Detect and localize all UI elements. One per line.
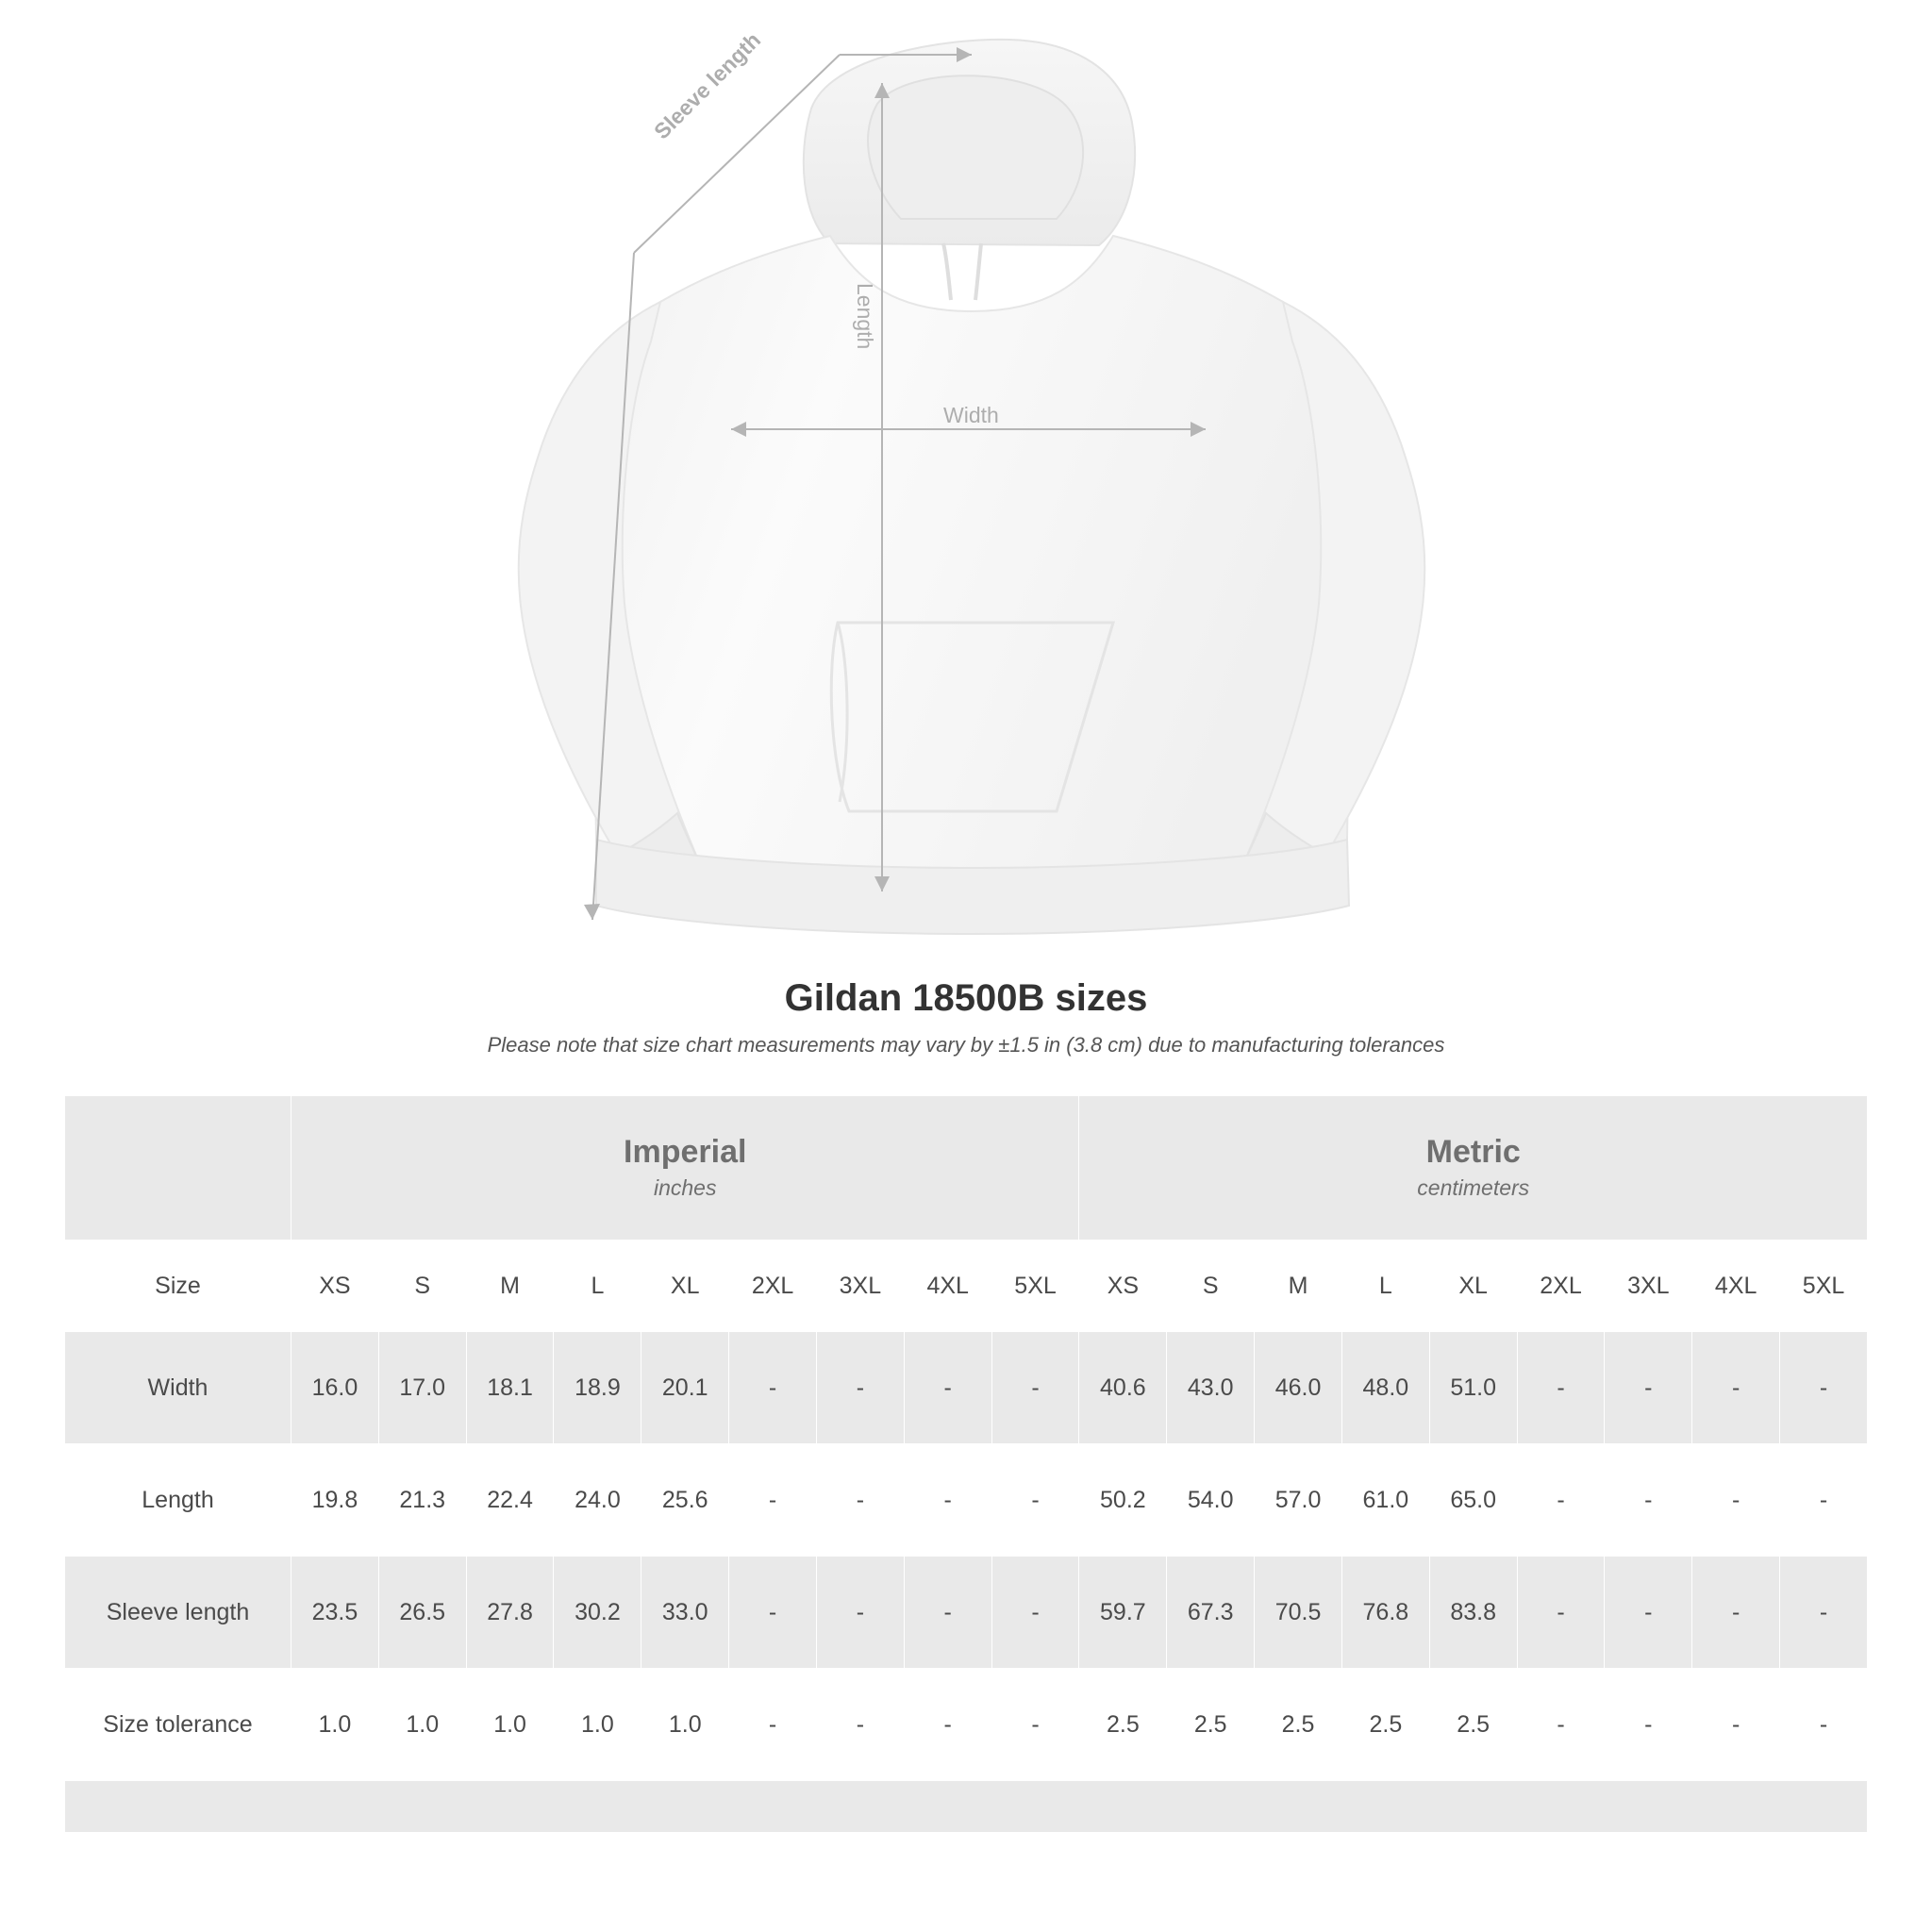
metric-label: Metric	[1425, 1133, 1521, 1170]
cell: -	[729, 1444, 817, 1557]
cell: 1.0	[378, 1669, 466, 1781]
table-row	[65, 1669, 1868, 1781]
table-row	[65, 1332, 1868, 1444]
size-col-imperial-5xl: 5XL	[991, 1241, 1079, 1332]
size-col-imperial-m: M	[466, 1241, 554, 1332]
cell: -	[1605, 1444, 1692, 1557]
cell: 2.5	[1429, 1669, 1517, 1781]
table-row	[65, 1557, 1868, 1669]
cell: -	[1517, 1669, 1605, 1781]
page-title: Gildan 18500B sizes	[784, 977, 1148, 1019]
cell: 51.0	[1429, 1332, 1517, 1444]
sleeve-length-dimension-label: Sleeve length	[649, 27, 766, 144]
cell: 1.0	[641, 1669, 729, 1781]
size-col-imperial-2xl: 2XL	[729, 1241, 817, 1332]
cell: 40.6	[1079, 1332, 1167, 1444]
cell: 46.0	[1255, 1332, 1342, 1444]
metric-system-header	[1079, 1096, 1868, 1241]
cell: -	[1780, 1444, 1868, 1557]
row-label-length: Length	[65, 1444, 291, 1557]
row-label-sleeve-length: Sleeve length	[65, 1557, 291, 1669]
size-col-metric-m: M	[1255, 1241, 1342, 1332]
title-block	[0, 977, 1932, 1058]
row-label-width: Width	[65, 1332, 291, 1444]
cell: -	[991, 1557, 1079, 1669]
cell: 54.0	[1167, 1444, 1255, 1557]
cell: -	[1692, 1332, 1780, 1444]
cell: 57.0	[1255, 1444, 1342, 1557]
cell: -	[816, 1557, 904, 1669]
cell: 65.0	[1429, 1444, 1517, 1557]
cell: -	[991, 1669, 1079, 1781]
cell: 1.0	[291, 1669, 379, 1781]
cell: -	[1517, 1557, 1605, 1669]
size-col-imperial-xs: XS	[291, 1241, 379, 1332]
cell: 27.8	[466, 1557, 554, 1669]
cell: -	[1780, 1557, 1868, 1669]
cell: 20.1	[641, 1332, 729, 1444]
cell: -	[1692, 1669, 1780, 1781]
cell: 61.0	[1341, 1444, 1429, 1557]
size-col-imperial-l: L	[554, 1241, 641, 1332]
cell: 1.0	[466, 1669, 554, 1781]
cell: -	[1780, 1332, 1868, 1444]
cell: 17.0	[378, 1332, 466, 1444]
cell: 25.6	[641, 1444, 729, 1557]
metric-unit: centimeters	[1417, 1175, 1530, 1200]
size-col-metric-l: L	[1341, 1241, 1429, 1332]
cell: -	[1605, 1669, 1692, 1781]
cell: 76.8	[1341, 1557, 1429, 1669]
imperial-system-header	[291, 1096, 1079, 1241]
cell: 33.0	[641, 1557, 729, 1669]
cell: 48.0	[1341, 1332, 1429, 1444]
cell: -	[1605, 1557, 1692, 1669]
cell: -	[1780, 1669, 1868, 1781]
size-col-metric-5xl: 5XL	[1780, 1241, 1868, 1332]
cell: 1.0	[554, 1669, 641, 1781]
size-col-metric-3xl: 3XL	[1605, 1241, 1692, 1332]
cell: 18.1	[466, 1332, 554, 1444]
cell: 22.4	[466, 1444, 554, 1557]
size-col-imperial-s: S	[378, 1241, 466, 1332]
cell: -	[904, 1557, 991, 1669]
imperial-label: Imperial	[624, 1133, 747, 1170]
cell: -	[904, 1444, 991, 1557]
table-row	[65, 1444, 1868, 1557]
cell: 18.9	[554, 1332, 641, 1444]
cell: -	[1692, 1557, 1780, 1669]
size-col-metric-xl: XL	[1429, 1241, 1517, 1332]
cell: 2.5	[1079, 1669, 1167, 1781]
table-footer-row	[65, 1781, 1868, 1833]
cell: -	[816, 1669, 904, 1781]
cell: -	[1692, 1444, 1780, 1557]
size-col-metric-xs: XS	[1079, 1241, 1167, 1332]
cell: -	[904, 1669, 991, 1781]
cell: 21.3	[378, 1444, 466, 1557]
size-chart-table	[64, 1095, 1868, 1833]
measurement-system-header-row	[65, 1096, 1868, 1241]
cell: 2.5	[1341, 1669, 1429, 1781]
cell: 2.5	[1255, 1669, 1342, 1781]
size-col-imperial-4xl: 4XL	[904, 1241, 991, 1332]
cell: 23.5	[291, 1557, 379, 1669]
table-footer-cell	[65, 1781, 1868, 1833]
cell: -	[991, 1444, 1079, 1557]
cell: 70.5	[1255, 1557, 1342, 1669]
size-col-metric-4xl: 4XL	[1692, 1241, 1780, 1332]
cell: 16.0	[291, 1332, 379, 1444]
size-table-wrapper	[64, 1095, 1868, 1833]
cell: -	[991, 1332, 1079, 1444]
cell: 26.5	[378, 1557, 466, 1669]
empty-corner-cell	[65, 1096, 291, 1241]
cell: 50.2	[1079, 1444, 1167, 1557]
row-label-size-tolerance: Size tolerance	[65, 1669, 291, 1781]
cell: 30.2	[554, 1557, 641, 1669]
size-header-label: Size	[65, 1241, 291, 1332]
cell: 67.3	[1167, 1557, 1255, 1669]
width-dimension-label: Width	[943, 403, 999, 427]
cell: -	[729, 1332, 817, 1444]
cell: 2.5	[1167, 1669, 1255, 1781]
cell: -	[1517, 1444, 1605, 1557]
cell: 83.8	[1429, 1557, 1517, 1669]
cell: 43.0	[1167, 1332, 1255, 1444]
cell: -	[904, 1332, 991, 1444]
size-col-metric-s: S	[1167, 1241, 1255, 1332]
size-col-metric-2xl: 2XL	[1517, 1241, 1605, 1332]
size-col-imperial-xl: XL	[641, 1241, 729, 1332]
tolerance-note: Please note that size chart measurements may vary by ±1.5 in (3.8 cm) due to manufacturing tolerances	[487, 1033, 1445, 1057]
cell: 59.7	[1079, 1557, 1167, 1669]
cell: -	[816, 1332, 904, 1444]
cell: -	[816, 1444, 904, 1557]
imperial-unit: inches	[653, 1175, 717, 1200]
size-col-imperial-3xl: 3XL	[816, 1241, 904, 1332]
length-dimension-label: Length	[853, 283, 877, 350]
cell: -	[1605, 1332, 1692, 1444]
cell: -	[729, 1557, 817, 1669]
cell: -	[729, 1669, 817, 1781]
cell: -	[1517, 1332, 1605, 1444]
cell: 19.8	[291, 1444, 379, 1557]
cell: 24.0	[554, 1444, 641, 1557]
size-header-row	[65, 1241, 1868, 1332]
